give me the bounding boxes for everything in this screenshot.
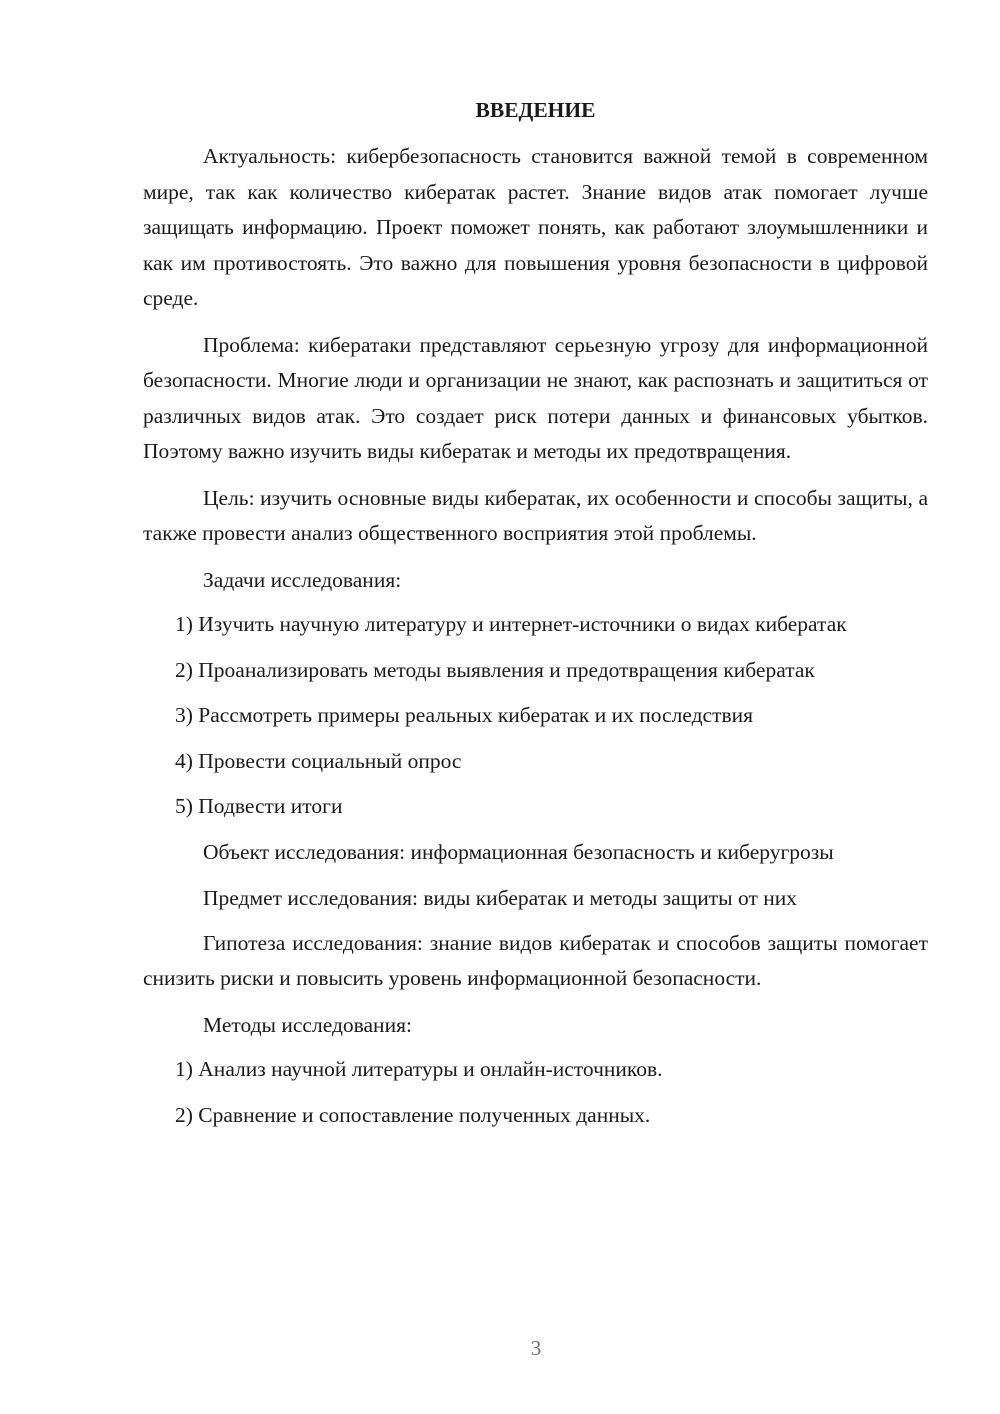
task-item-4: 4) Провести социальный опрос [175,748,462,773]
subject-paragraph: Предмет исследования: виды кибератак и методы защиты от них [203,886,797,910]
document-page [143,92,928,1143]
object-paragraph: Объект исследования: информационная безопасность и киберугрозы [203,839,834,864]
relevance-paragraph: Актуальность: кибербезопасность становится важной темой в современном мире, так как количество кибератак растет. Знание видов атак помогает лучше защищать информацию. Проект поможет понять, как работают злоумышленники и как им противостоять. Это важно для повышения уровня безопасности в цифровой среде. [143,144,928,310]
method-item-2: 2) Сравнение и сопоставление полученных данных. [175,1102,651,1127]
task-item-2: 2) Проанализировать методы выявления и предотвращения кибератак [175,657,815,682]
problem-paragraph: Проблема: кибератаки представляют серьезную угрозу для информационной безопасности. Многие люди и организации не знают, как распознать и защититься от различных видов атак. Это создает риск потери данных и финансовых убытков. Поэтому важно изучить виды кибератак и методы их предотвращения. [143,332,928,463]
goal-paragraph: Цель: изучить основные виды кибератак, их особенности и способы защиты, а также провести анализ общественного восприятия этой проблемы. [143,485,928,545]
task-item-5: 5) Подвести итоги [175,794,343,818]
page-title: ВВЕДЕНИЕ [475,98,596,122]
hypothesis-paragraph: Гипотеза исследования: знание видов кибератак и способов защиты помогает снизить риски и повысить уровень информационной безопасности. [143,930,928,990]
task-item-3: 3) Рассмотреть примеры реальных кибератак и их последствия [175,703,754,727]
methods-title: Методы исследования: [203,1012,412,1037]
task-item-1: 1) Изучить научную литературу и интернет-источники о видах кибератак [175,612,847,636]
page-number: 3 [530,1336,542,1360]
method-item-1: 1) Анализ научной литературы и онлайн-источников. [175,1057,663,1081]
tasks-title: Задачи исследования: [203,567,402,592]
